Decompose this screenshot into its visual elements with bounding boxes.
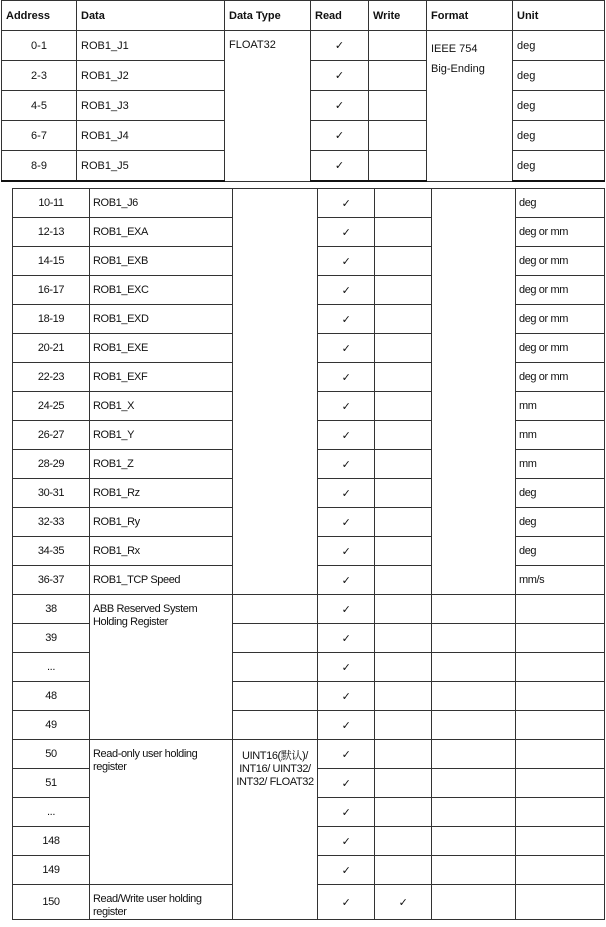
format-cell [432,653,516,682]
unit-cell: deg [516,508,605,537]
table-row [13,595,605,624]
write-cell [375,276,432,305]
header-write: Write [369,1,427,31]
write-cell [375,218,432,247]
read-check-icon: ✓ [318,508,375,537]
read-check-icon: ✓ [318,450,375,479]
write-check-icon: ✓ [375,885,432,920]
write-cell [375,856,432,885]
address-cell: 30-31 [13,479,90,508]
address-cell: 22-23 [13,363,90,392]
unit-cell [516,769,605,798]
register-table-top [1,0,605,182]
write-cell [375,392,432,421]
write-cell [375,653,432,682]
address-cell: 26-27 [13,421,90,450]
data-cell: ROB1_J4 [77,121,225,151]
read-check-icon: ✓ [318,711,375,740]
address-cell: 34-35 [13,537,90,566]
unit-cell: deg [513,121,605,151]
address-cell: 50 [13,740,90,769]
header-read: Read [311,1,369,31]
address-cell: 24-25 [13,392,90,421]
format-cell [432,885,516,920]
write-cell [375,508,432,537]
format-cell [432,798,516,827]
write-cell [369,151,427,182]
unit-cell [516,653,605,682]
unit-cell: deg or mm [516,305,605,334]
unit-cell [516,885,605,920]
address-cell: 32-33 [13,508,90,537]
write-cell [369,61,427,91]
header-data-type: Data Type [225,1,311,31]
unit-cell: deg [516,537,605,566]
read-check-icon: ✓ [318,856,375,885]
write-cell [369,31,427,61]
read-check-icon: ✓ [318,363,375,392]
register-table-bottom [12,188,605,920]
unit-cell: deg [513,151,605,182]
read-check-icon: ✓ [318,740,375,769]
header-format: Format [427,1,513,31]
unit-cell: deg [513,61,605,91]
read-check-icon: ✓ [311,31,369,61]
read-check-icon: ✓ [318,334,375,363]
write-cell [375,566,432,595]
read-check-icon: ✓ [318,189,375,218]
format-cell [432,740,516,769]
write-cell [369,121,427,151]
read-check-icon: ✓ [318,653,375,682]
unit-cell [516,740,605,769]
data-cell: ROB1_J3 [77,91,225,121]
address-cell: 6-7 [2,121,77,151]
address-cell: 0-1 [2,31,77,61]
data-cell: ROB1_EXA [90,218,233,247]
read-check-icon: ✓ [318,218,375,247]
unit-cell: deg [516,189,605,218]
read-check-icon: ✓ [318,769,375,798]
data-type-cell [233,189,318,595]
address-cell: 10-11 [13,189,90,218]
unit-cell: deg or mm [516,363,605,392]
address-cell: 38 [13,595,90,624]
address-cell: 2-3 [2,61,77,91]
data-cell: ROB1_J1 [77,31,225,61]
write-cell [375,247,432,276]
format-cell [432,624,516,653]
format-cell [427,31,513,182]
unit-cell: deg [513,31,605,61]
format-cell [432,682,516,711]
format-cell [432,827,516,856]
read-check-icon: ✓ [311,151,369,182]
read-check-icon: ✓ [318,537,375,566]
address-cell: 8-9 [2,151,77,182]
data-cell: ROB1_TCP Speed [90,566,233,595]
read-check-icon: ✓ [318,276,375,305]
data-cell: ROB1_J2 [77,61,225,91]
unit-cell [516,682,605,711]
address-cell: 39 [13,624,90,653]
address-cell: ... [13,653,90,682]
table-row [13,740,605,769]
unit-cell: mm [516,392,605,421]
address-cell: 51 [13,769,90,798]
unit-cell: mm [516,421,605,450]
data-cell: ROB1_Y [90,421,233,450]
read-check-icon: ✓ [311,61,369,91]
address-cell: ... [13,798,90,827]
data-cell: ROB1_EXD [90,305,233,334]
format-cell [432,711,516,740]
address-cell: 48 [13,682,90,711]
unit-cell [516,711,605,740]
data-cell: ROB1_X [90,392,233,421]
data-type-cell: UINT16(默认)/ INT16/ UINT32/ INT32/ FLOAT32 [233,740,318,920]
data-cell: ROB1_Rz [90,479,233,508]
data-cell: ROB1_EXB [90,247,233,276]
write-cell [375,189,432,218]
unit-cell: deg [516,479,605,508]
write-cell [375,305,432,334]
readonly-label-cell: Read-only user holding register [90,740,233,885]
unit-cell: mm/s [516,566,605,595]
header-data: Data [77,1,225,31]
address-cell: 14-15 [13,247,90,276]
read-check-icon: ✓ [318,566,375,595]
write-cell [375,537,432,566]
data-type-cell [233,653,318,682]
format-cell [432,769,516,798]
read-check-icon: ✓ [318,885,375,920]
data-type-cell [233,711,318,740]
read-check-icon: ✓ [318,624,375,653]
write-cell [375,798,432,827]
address-cell: 16-17 [13,276,90,305]
address-cell: 148 [13,827,90,856]
read-check-icon: ✓ [318,682,375,711]
unit-cell: deg or mm [516,218,605,247]
header-address: Address [2,1,77,31]
address-cell: 150 [13,885,90,920]
data-type-cell [233,624,318,653]
read-check-icon: ✓ [318,247,375,276]
data-cell: ROB1_Z [90,450,233,479]
address-cell: 18-19 [13,305,90,334]
unit-cell: deg [513,91,605,121]
address-cell: 12-13 [13,218,90,247]
address-cell: 28-29 [13,450,90,479]
data-cell: ROB1_EXE [90,334,233,363]
address-cell: 36-37 [13,566,90,595]
data-cell: ROB1_J5 [77,151,225,182]
header-unit: Unit [513,1,605,31]
format-line-2: Big-Ending [431,63,485,75]
read-check-icon: ✓ [311,91,369,121]
table-row [2,31,605,61]
unit-cell: mm [516,450,605,479]
read-check-icon: ✓ [318,421,375,450]
address-cell: 149 [13,856,90,885]
write-cell [375,624,432,653]
data-type-cell [233,595,318,624]
data-cell: ROB1_Rx [90,537,233,566]
write-cell [369,91,427,121]
write-cell [375,450,432,479]
format-line-1: IEEE 754 [431,43,478,55]
write-cell [375,711,432,740]
write-cell [375,740,432,769]
read-check-icon: ✓ [318,798,375,827]
read-check-icon: ✓ [318,827,375,856]
data-cell: ROB1_Ry [90,508,233,537]
read-check-icon: ✓ [318,479,375,508]
data-type-cell [233,682,318,711]
data-cell: ROB1_J6 [90,189,233,218]
header-row [2,1,605,31]
table-row [13,189,605,218]
write-cell [375,334,432,363]
unit-cell [516,798,605,827]
format-cell [432,856,516,885]
write-cell [375,827,432,856]
write-cell [375,363,432,392]
read-check-icon: ✓ [318,305,375,334]
read-check-icon: ✓ [311,121,369,151]
unit-cell [516,595,605,624]
read-check-icon: ✓ [318,392,375,421]
write-cell [375,421,432,450]
data-cell: ROB1_EXF [90,363,233,392]
read-check-icon: ✓ [318,595,375,624]
unit-cell: deg or mm [516,334,605,363]
address-cell: 20-21 [13,334,90,363]
write-cell [375,595,432,624]
unit-cell [516,856,605,885]
write-cell [375,769,432,798]
data-cell: ROB1_EXC [90,276,233,305]
format-cell [432,189,516,595]
unit-cell: deg or mm [516,247,605,276]
address-cell: 49 [13,711,90,740]
data-type-cell: FLOAT32 [225,31,311,182]
readwrite-label-cell: Read/Write user holding register [90,885,233,920]
write-cell [375,479,432,508]
unit-cell [516,827,605,856]
write-cell [375,682,432,711]
unit-cell [516,624,605,653]
reserved-label-cell: ABB Reserved System Holding Register [90,595,233,740]
unit-cell: deg or mm [516,276,605,305]
format-cell [432,595,516,624]
address-cell: 4-5 [2,91,77,121]
